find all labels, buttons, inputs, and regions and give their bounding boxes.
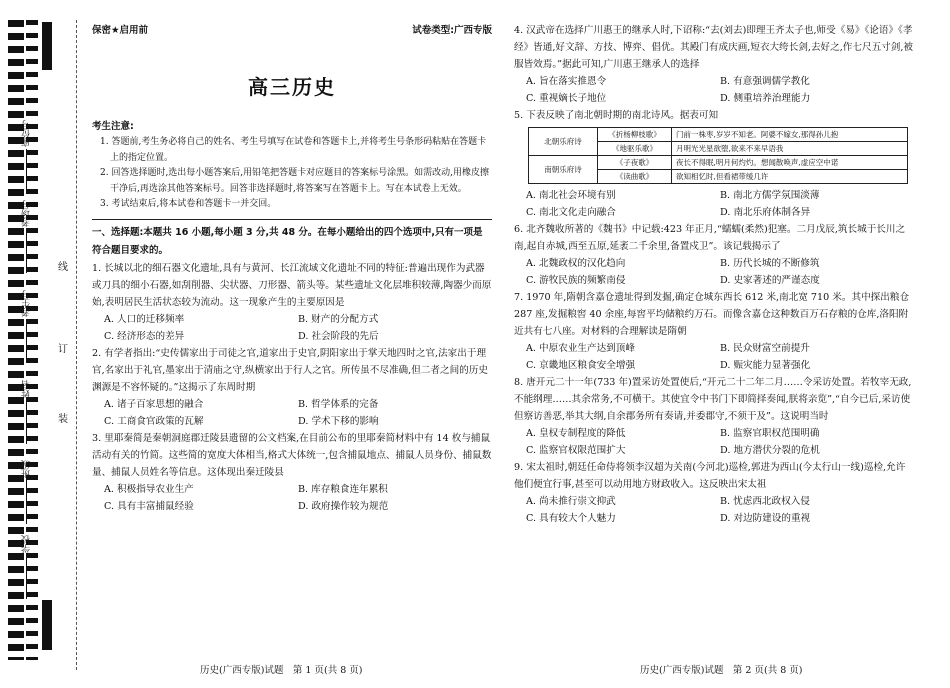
option: C. 南北文化走向融合 <box>526 207 616 218</box>
binding-label-examinee: 考生号 <box>22 290 42 363</box>
question-stem: 7. 1970 年,隋朝含嘉仓遗址得到发掘,确定仓城东西长 612 米,南北宽 710 米。其中探出粮仓 287 座,发掘粮窖 40 余座,每窖平均储粮约万石。而像含嘉仓这种数百万石存粮的仓库,洛阳附近共有七八座。对材料的合理解读是隋朝 <box>514 292 910 337</box>
question-options <box>92 311 492 345</box>
option: C. 游牧民族的频繁南侵 <box>526 275 626 286</box>
binding-mark-line: 线 <box>58 262 68 273</box>
table-cell-category: 南朝乐府诗 <box>529 156 598 184</box>
question-options <box>514 340 914 374</box>
footer-page-1: 历史(广西专版)试题 第 1 页(共 8 页) <box>200 665 363 676</box>
option: B. 有意强调儒学教化 <box>720 76 810 87</box>
exam-title: 高三历史 <box>248 75 336 99</box>
binding-mark-fasten: 装 <box>58 414 68 425</box>
option: C. 具有丰富捕鼠经验 <box>104 500 194 512</box>
binding-bar-bottom <box>42 600 52 650</box>
option: D. 政府操作较为规范 <box>298 500 389 512</box>
option: D. 史家著述的严谨态度 <box>720 275 820 286</box>
option: A. 皇权专制程度的降低 <box>526 428 626 439</box>
option: C. 经济形态的差异 <box>104 330 185 342</box>
option: C. 京畿地区粮食安全增强 <box>526 360 636 371</box>
right-column <box>514 22 914 527</box>
binding-label-class: 班级 <box>22 460 42 524</box>
table-cell-category: 北朝乐府诗 <box>529 128 598 156</box>
question-options <box>514 255 914 289</box>
question-stem: 1. 长城以北的细石器文化遗址,具有与黄河、长江流域文化遗址不同的特征:普遍出现作为武器或刀具的细小石器,如刮削器、尖状器、刀形器、箭头等。某些遗址文化层堆积较薄,陶器少而原始,表明居民生活状态较为流动。这一现象产生的主要原因是 <box>92 262 492 308</box>
question-options <box>92 396 492 430</box>
option: B. 南北方儒学氛围淡薄 <box>720 190 820 201</box>
binding-mark-bind: 订 <box>58 344 68 355</box>
binding-label-school: 学校 <box>22 535 42 599</box>
option: A. 北魏政权的汉化趋向 <box>526 258 626 269</box>
footer-page-2: 历史(广西专版)试题 第 2 页(共 8 页) <box>640 665 803 676</box>
notice-title: 考生注意: <box>92 121 134 132</box>
option: A. 诸子百家思想的融合 <box>104 398 204 410</box>
table-cell-text: 月明光光星欲堕,欲来不来早语我 <box>672 142 908 156</box>
binding-label-seat: 座位号 <box>22 120 42 193</box>
confidential-label: 保密★启用前 <box>92 25 149 36</box>
binding-label-name: 姓名 <box>22 380 42 444</box>
option: B. 财产的分配方式 <box>298 313 379 325</box>
option: B. 历代长城的不断修筑 <box>720 258 820 269</box>
question-stem: 8. 唐开元二十一年(733 年)置采访处置使后,“开元二十二年二月……令采访处置。若牧宰无政,不能纲理……其余常务,不可横干。其使宜令中书门下即简择奏闻,朕将亲览”,“自今已后,采访使但察访善恶,举其大纲,自余郡务所有奏请,并委郡守,不须干及”。这说明当时 <box>514 377 912 422</box>
notice-item: 1. 答题前,考生务必将自己的姓名、考生号填写在试卷和答题卡上,并将考生号条形码粘贴在答题卡上的指定位置。 <box>100 137 487 163</box>
option: D. 社会阶段的先后 <box>298 330 379 342</box>
option: A. 积极指导农业生产 <box>104 483 194 495</box>
table-cell-text: 欲知相忆时,但看裙带缓几许 <box>672 170 908 184</box>
question-stem: 2. 有学者指出:“史传儒家出于司徒之官,道家出于史官,阴阳家出于掌天地四时之官,法家出于理官,名家出于礼官,墨家出于清庙之守,纵横家出于行人之官。所传虽不尽准确,但二者之间的历史渊源是不容怀疑的。”这揭示了东周时期 <box>92 347 488 393</box>
option: D. 侧重培养治理能力 <box>720 93 811 104</box>
table-row <box>529 156 908 170</box>
paper-type-label: 试卷类型:广西专版 <box>412 25 492 36</box>
page-header <box>92 22 492 39</box>
question-stem: 3. 里耶秦简是秦朝洞庭郡迁陵县遗留的公文档案,在目前公布的里耶秦简材料中有 14 枚与捕鼠活动有关的竹简。这些简的宽度大体相当,格式大体统一,包含捕鼠地点、捕鼠人员身份、捕鼠数量、捕鼠人员姓名等信息。这体现出秦迁陵县 <box>92 432 492 478</box>
option: C. 监察官权限范围扩大 <box>526 445 626 456</box>
option: A. 中原农业生产达到顶峰 <box>526 343 635 354</box>
binding-margin <box>0 0 95 688</box>
notice-block <box>92 118 492 213</box>
section-divider <box>92 219 492 220</box>
option: B. 监察官职权范围明确 <box>720 428 820 439</box>
question-stem: 9. 宋太祖时,朝廷任命侍将领李汉超为关南(今河北)巡检,郭进为西山(今太行山一线)巡检,允许他们便宜行事,甚至可以动用地方财政收入。这反映出宋太祖 <box>514 462 906 490</box>
option: D. 对边防建设的重视 <box>720 513 811 524</box>
binding-label-room: 考场号 <box>22 200 42 273</box>
option: A. 旨在落实推恩令 <box>526 76 607 87</box>
option: B. 民众财富空前提升 <box>720 343 810 354</box>
binding-bar-top <box>42 22 52 70</box>
table-row <box>529 128 908 142</box>
table-cell-song: 《子夜歌》 <box>598 156 672 170</box>
option: D. 地方潜伏分裂的危机 <box>720 445 820 456</box>
question-stem: 6. 北齐魏收所著的《魏书》中记载:423 年正月,“蠕蠕(柔然)犯塞。二月戊辰,筑长城于长川之南,起自赤城,西至五原,延袤二千余里,备置戍卫”。该记载揭示了 <box>514 224 906 252</box>
option: B. 库存粮食连年累积 <box>298 483 388 495</box>
table-cell-text: 夜长不得眠,明月何灼灼。想闻散唤声,虚应空中诺 <box>672 156 908 170</box>
section-heading: 一、选择题:本题共 16 小题,每小题 3 分,共 48 分。在每小题给出的四个选项中,只有一项是符合题目要求的。 <box>92 226 483 256</box>
question-options <box>514 425 914 459</box>
binding-cut-line <box>76 20 77 670</box>
option: A. 尚未推行崇文抑武 <box>526 496 616 507</box>
question-stem: 5. 下表反映了南北朝时期的南北诗风。据表可知 <box>514 110 719 121</box>
option: A. 人口的迁移频率 <box>104 313 185 325</box>
poetry-table <box>528 127 908 184</box>
question-options <box>92 481 492 515</box>
left-column <box>92 22 492 515</box>
option: D. 赈灾能力显著强化 <box>720 360 811 371</box>
table-cell-text: 门前一株枣,岁岁不知老。阿婆不嫁女,那得孙儿抱 <box>672 128 908 142</box>
option: D. 学术下移的影响 <box>298 415 379 427</box>
table-cell-song: 《折杨柳枝歌》 <box>598 128 672 142</box>
question-options <box>514 73 914 107</box>
option: C. 重视嫡长子地位 <box>526 93 607 104</box>
notice-item: 3. 考试结束后,将本试卷和答题卡一并交回。 <box>100 199 277 209</box>
question-stem: 4. 汉武帝在选择广川惠王的继承人时,下诏称:“去(刘去)即理王齐太子也,师受《易》《论语》《孝经》皆通,好文辞、方技、博弈、倡优。其殿门有成庆画,短衣大绔长剑,去好之,作七尺五寸剑,被服皆效焉。”据此可知,广川惠王继承人的选择 <box>514 25 913 70</box>
option: B. 忧虑西北政权入侵 <box>720 496 810 507</box>
option: C. 工商食官政策的瓦解 <box>104 415 204 427</box>
table-cell-song: 《地驱乐歌》 <box>598 142 672 156</box>
option: D. 南北乐府体制各异 <box>720 207 811 218</box>
option: A. 南北社会环境有别 <box>526 190 616 201</box>
table-cell-song: 《读曲歌》 <box>598 170 672 184</box>
option: C. 具有较大个人魅力 <box>526 513 616 524</box>
question-options <box>514 493 914 527</box>
question-options <box>514 187 914 221</box>
option: B. 哲学体系的完备 <box>298 398 379 410</box>
notice-item: 2. 回答选择题时,选出每小题答案后,用铅笔把答题卡对应题目的答案标号涂黑。如需改动,用橡皮擦干净后,再选涂其他答案标号。回答非选择题时,将答案写在答题卡上。写在本试卷上无效。 <box>100 168 490 194</box>
